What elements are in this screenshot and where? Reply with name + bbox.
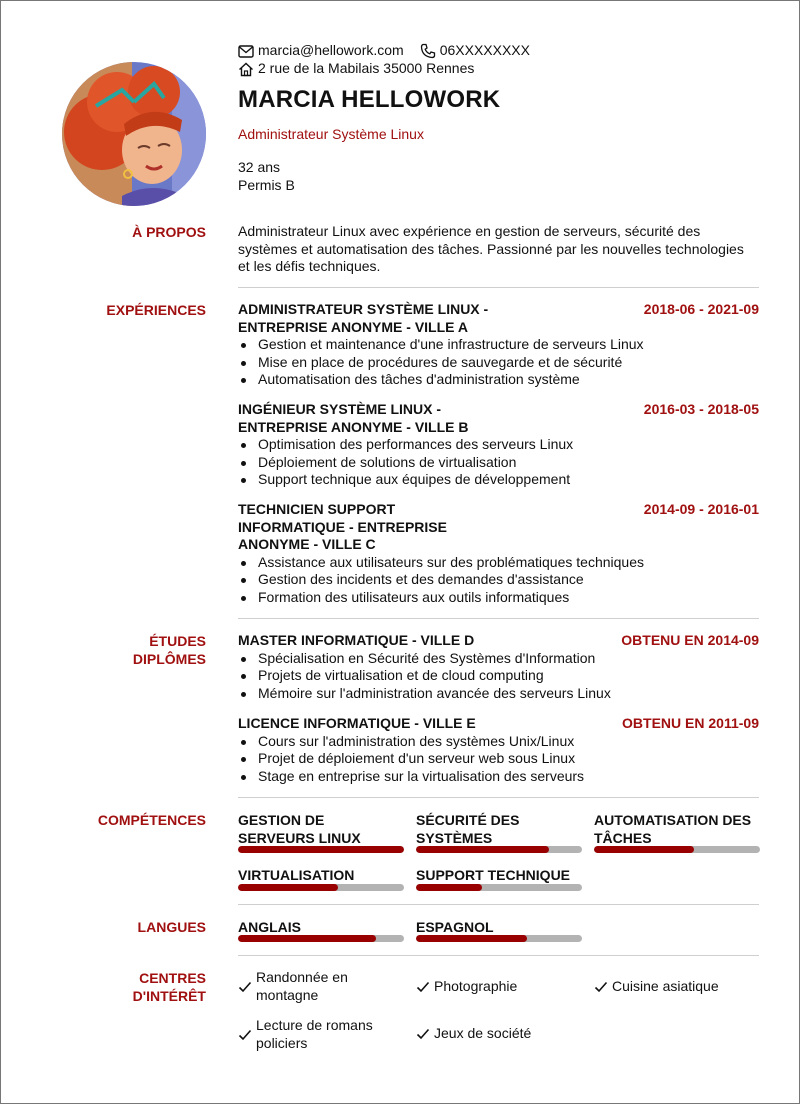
list-item: Cours sur l'administration des systèmes Unix/Linux [238,733,759,751]
education-label [133,632,206,668]
skill-level-bar [416,846,582,853]
education-bullets [238,733,759,786]
education-label-line: DIPLÔMES [132,651,206,667]
interest-item [416,978,576,996]
check-icon [238,981,252,993]
about-label: À PROPOS [132,224,206,240]
list-item: Optimisation des performances des serveurs Linux [238,436,759,454]
experience-entry [238,501,759,606]
about-text: Administrateur Linux avec expérience en gestion de serveurs, sécurité des systèmes et automatisation des tâches. Passionné par les nouvelles technologies et les défis techniques. [238,223,744,274]
contact-block [238,42,758,78]
skills-label: COMPÉTENCES [97,812,206,828]
language-item [238,918,404,936]
skill-item [594,811,760,847]
divider [238,287,759,288]
check-icon [238,1029,252,1041]
skill-name: SÉCURITÉ DES SYSTÈMES [416,812,520,846]
age: 32 ans [238,159,281,175]
skill-item [416,811,582,847]
experience-entry [238,301,759,389]
skill-name: VIRTUALISATION [238,867,355,883]
list-item: Automatisation des tâches d'administration système [238,371,759,389]
experience-entry [238,401,759,489]
skill-item [238,866,404,884]
experience-label: EXPÉRIENCES [106,302,206,318]
interest-label: Lecture de romans policiers [256,1017,373,1051]
list-item: Support technique aux équipes de développement [238,471,759,489]
experience-title: INGÉNIEUR SYSTÈME LINUX - ENTREPRISE ANONYME - VILLE B [238,401,469,435]
avatar-illustration-icon [62,62,206,206]
language-name: ESPAGNOL [416,919,494,935]
language-level-bar [416,935,582,942]
check-icon [594,981,608,993]
list-item: Stage en entreprise sur la virtualisation des serveurs [238,768,759,786]
phone-text: 06XXXXXXXX [439,42,530,59]
interests-label-line: D'INTÉRÊT [132,988,206,1004]
education-bullets [238,650,759,703]
divider [238,955,759,956]
list-item: Déploiement de solutions de virtualisation [238,454,759,472]
address-text: 2 rue de la Mabilais 35000 Rennes [258,60,475,77]
experience-title: TECHNICIEN SUPPORT INFORMATIQUE - ENTREPRISE ANONYME - VILLE C [238,501,447,552]
list-item: Mise en place de procédures de sauvegarde et de sécurité [238,354,759,372]
skill-level-fill [238,884,338,891]
skill-item [238,811,404,847]
language-level-fill [238,935,376,942]
experience-date: 2016-03 - 2018-05 [643,401,759,417]
interest-item [594,978,754,996]
education-label-line: ÉTUDES [149,633,206,649]
language-level-fill [416,935,527,942]
education-title: MASTER INFORMATIQUE - VILLE D [238,632,475,648]
skill-level-fill [238,846,404,853]
skill-level-fill [416,884,482,891]
skill-level-bar [238,846,404,853]
languages-label: LANGUES [137,919,206,935]
language-name: ANGLAIS [238,919,301,935]
list-item: Formation des utilisateurs aux outils informatiques [238,589,759,607]
language-level-bar [238,935,404,942]
list-item: Mémoire sur l'administration avancée des serveurs Linux [238,685,759,703]
list-item: Spécialisation en Sécurité des Systèmes d'Information [238,650,759,668]
experience-bullets [238,554,759,607]
language-item [416,918,582,936]
skill-level-bar [238,884,404,891]
divider [238,904,759,905]
education-title: LICENCE INFORMATIQUE - VILLE E [238,715,476,731]
phone-contact[interactable] [420,42,530,60]
full-name: MARCIA HELLOWORK [238,86,501,113]
list-item: Projet de déploiement d'un serveur web sous Linux [238,750,759,768]
list-item: Gestion et maintenance d'une infrastructure de serveurs Linux [238,336,759,354]
skill-level-fill [416,846,549,853]
interest-label: Jeux de société [434,1025,532,1041]
check-icon [416,981,430,993]
email-text: marcia@hellowork.com [258,42,404,59]
skill-name: AUTOMATISATION DES TÂCHES [594,812,752,846]
phone-icon [420,43,436,59]
job-title: Administrateur Système Linux [238,126,424,142]
envelope-icon [238,45,254,58]
personal-info [238,159,295,194]
divider [238,618,759,619]
home-icon [238,62,254,77]
list-item: Gestion des incidents et des demandes d'assistance [238,571,759,589]
list-item: Projets de virtualisation et de cloud computing [238,667,759,685]
skill-level-bar [416,884,582,891]
experience-bullets [238,436,759,489]
interest-label: Photographie [434,978,518,994]
interests-label-line: CENTRES [139,970,206,986]
experience-title: ADMINISTRATEUR SYSTÈME LINUX - ENTREPRISE ANONYME - VILLE A [238,301,489,335]
education-entry [238,715,759,785]
skill-name: GESTION DE SERVEURS LINUX [238,812,361,846]
interest-item [416,1025,576,1043]
email-contact[interactable] [238,42,404,60]
experience-bullets [238,336,759,389]
interest-label: Randonnée en montagne [256,969,348,1003]
experience-date: 2018-06 - 2021-09 [643,301,759,317]
interest-item [238,1017,388,1052]
skill-level-bar [594,846,760,853]
check-icon [416,1028,430,1040]
list-item: Assistance aux utilisateurs sur des problématiques techniques [238,554,759,572]
experience-date: 2014-09 - 2016-01 [643,501,759,517]
profile-photo [62,62,206,206]
education-date: OBTENU EN 2014-09 [621,632,759,648]
skill-name: SUPPORT TECHNIQUE [416,867,571,883]
interests-label [133,969,206,1005]
interest-item [238,969,388,1004]
interest-label: Cuisine asiatique [612,978,719,994]
education-date: OBTENU EN 2011-09 [622,715,759,731]
divider [238,797,759,798]
driving-license: Permis B [238,176,295,193]
skill-item [416,866,582,884]
skill-level-fill [594,846,694,853]
address-contact [238,60,474,78]
education-entry [238,632,759,702]
